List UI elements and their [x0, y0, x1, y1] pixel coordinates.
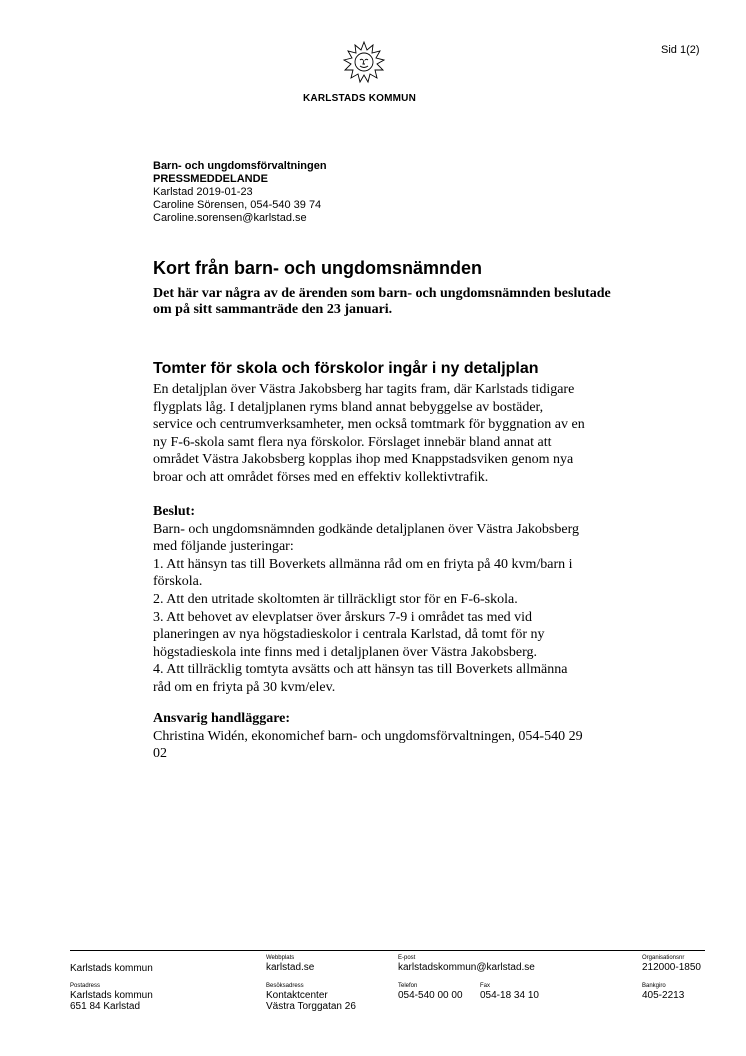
footer-orgnr-value: 212000-1850	[642, 962, 701, 973]
handler-line: 02	[153, 746, 167, 762]
body-line: flygplats låg. I detaljplanen ryms bland annat bebyggelse av bostäder,	[153, 399, 544, 415]
footer-phone-value: 054-540 00 00	[398, 990, 463, 1001]
footer-orgnr	[642, 955, 701, 973]
document-type: PRESSMEDDELANDE	[153, 173, 268, 185]
section-heading: Tomter för skola och förskolor ingår i ny detaljplan	[153, 360, 539, 377]
decision-block	[153, 503, 633, 697]
handler-block	[153, 710, 633, 763]
footer-org: Karlstads kommun	[70, 963, 153, 974]
body-line: ny F-6-skola samt flera nya förskolor. Förslaget innebär bland annat att	[153, 434, 552, 450]
section-body	[153, 381, 633, 487]
handler-line: Christina Widén, ekonomichef barn- och ungdomsförvaltningen, 054-540 29	[153, 728, 583, 744]
sun-face-icon	[340, 40, 388, 84]
footer-post	[70, 983, 153, 1012]
document-title: Kort från barn- och ungdomsnämnden	[153, 258, 483, 278]
footer-web	[266, 955, 314, 973]
decision-line: råd om en friyta på 30 kvm/elev.	[153, 679, 336, 695]
footer-phone-label: Telefon	[398, 983, 418, 989]
footer-bankgiro-label: Bankgiro	[642, 983, 666, 989]
header-block	[153, 160, 327, 225]
decision-line: planeringen av nya högstadieskolor i centrala Karlstad, då tomt för ny	[153, 627, 545, 643]
page-number: Sid 1(2)	[661, 44, 700, 56]
body-line: En detaljplan över Västra Jakobsberg har tagits fram, där Karlstads tidigare	[153, 382, 575, 397]
footer-email-label: E-post	[398, 955, 416, 961]
footer-email	[398, 955, 535, 973]
place-date: Karlstad 2019-01-23	[153, 186, 253, 198]
footer-bankgiro-value: 405-2213	[642, 990, 685, 1001]
contact-line: Caroline Sörensen, 054-540 39 74	[153, 199, 322, 211]
decision-line: 1. Att hänsyn tas till Boverkets allmänna råd om en friyta på 40 kvm/barn i	[153, 556, 573, 572]
footer-fax-value: 054-18 34 10	[480, 990, 539, 1001]
footer-fax-label: Fax	[480, 983, 491, 989]
footer-web-label: Webbplats	[266, 955, 295, 961]
footer-divider	[70, 950, 705, 951]
decision-line: 2. Att den utritade skoltomten är tillräckligt stor för en F-6-skola.	[153, 591, 518, 607]
body-line: service och centrumverksamheter, men också tomtmark för byggnation av en	[153, 417, 585, 433]
body-line: området Västra Jakobsberg kopplas ihop med Knappstadsviken genom nya	[153, 452, 574, 468]
footer-bankgiro	[642, 983, 684, 1001]
contact-email: Caroline.sorensen@karlstad.se	[153, 212, 307, 224]
handler-label: Ansvarig handläggare:	[153, 711, 291, 726]
decision-line: Barn- och ungdomsnämnden godkände detaljplanen över Västra Jakobsberg	[153, 521, 579, 537]
footer-orgnr-label: Organisationsnr	[642, 955, 685, 961]
footer-web-value[interactable]: karlstad.se	[266, 962, 315, 973]
footer-post-line1: Karlstads kommun	[70, 990, 153, 1001]
body-line: broar och att området förses med en effektiv kollektivtrafik.	[153, 469, 489, 485]
footer-fax	[480, 983, 539, 1001]
footer-phone	[398, 983, 463, 1001]
decision-line: 4. Att tillräcklig tomtyta avsätts och att hänsyn tas till Boverkets allmänna	[153, 662, 568, 678]
footer-visit-label: Besöksadress	[266, 983, 304, 989]
decision-label: Beslut:	[153, 504, 195, 519]
org-name: KARLSTADS KOMMUN	[303, 93, 417, 104]
decision-line: högstadieskola inte finns med i detaljplanen över Västra Jakobsberg.	[153, 644, 538, 660]
decision-line: 3. Att behovet av elevplatser över årskurs 7-9 i området tas med vid	[153, 609, 533, 625]
department: Barn- och ungdomsförvaltningen	[153, 160, 327, 172]
lead-paragraph: Det här var några av de ärenden som barn- och ungdomsnämnden beslutade om på sitt sammanträde den 23 januari.	[153, 286, 611, 317]
footer-email-value[interactable]: karlstadskommun@karlstad.se	[398, 962, 535, 973]
footer-visit-line1: Kontaktcenter	[266, 990, 328, 1001]
footer-visit-line2: Västra Torggatan 26	[266, 1001, 356, 1012]
footer-post-line2: 651 84 Karlstad	[70, 1001, 141, 1012]
footer-visit	[266, 983, 356, 1012]
decision-line: med följande justeringar:	[153, 539, 294, 555]
decision-line: förskola.	[153, 574, 203, 590]
footer-post-label: Postadress	[70, 983, 101, 989]
